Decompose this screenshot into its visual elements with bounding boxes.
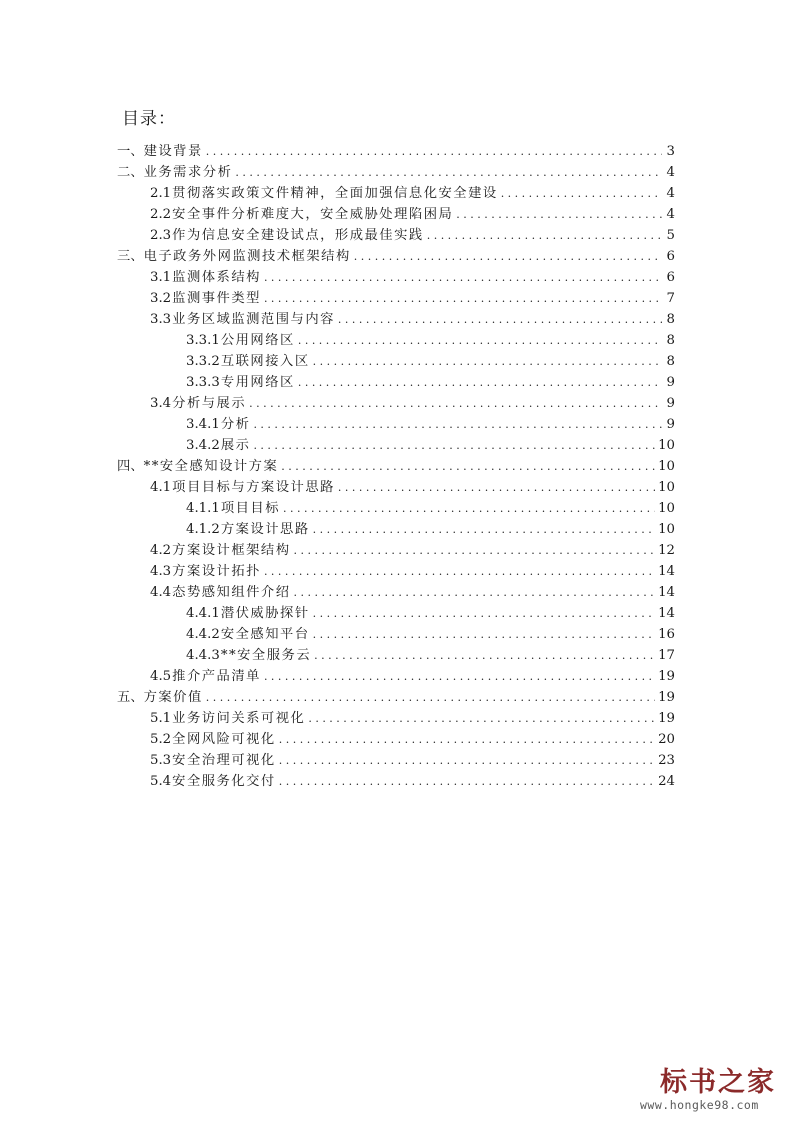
- toc-entry-number: 4.3: [150, 564, 172, 579]
- watermark-logo: [640, 1058, 790, 1118]
- toc-page-number: 10: [658, 480, 675, 495]
- toc-page-number: 14: [658, 564, 675, 579]
- toc-entry-number: 4.4: [150, 585, 172, 600]
- watermark-url: www.hongke98.com: [640, 1098, 759, 1112]
- toc-dot-leader: [354, 246, 662, 267]
- toc-entry[interactable]: [117, 603, 675, 624]
- toc-entry-number: 4.4.2: [186, 627, 220, 642]
- toc-entry-number: 3.4: [150, 396, 172, 411]
- toc-entry[interactable]: [117, 204, 675, 225]
- toc-dot-leader: [501, 183, 662, 204]
- toc-page-number: 6: [666, 249, 675, 264]
- toc-entry[interactable]: [117, 309, 675, 330]
- toc-dot-leader: [308, 708, 655, 729]
- toc-entry-title: 展示: [220, 438, 251, 453]
- toc-entry-number: 4.4.1: [186, 606, 220, 621]
- toc-page-number: 10: [658, 501, 675, 516]
- toc-entry-title: 安全服务化交付: [172, 774, 276, 789]
- toc-entry-title: 公用网络区: [220, 333, 295, 348]
- toc-page-number: 7: [666, 291, 675, 306]
- toc-entry-title: 方案设计拓扑: [172, 564, 261, 579]
- toc-dot-leader: [427, 225, 662, 246]
- toc-dot-leader: [313, 519, 655, 540]
- toc-entry-number: 3.4.2: [186, 438, 220, 453]
- toc-page-number: 5: [666, 228, 675, 243]
- toc-entry-number: 五、: [117, 690, 144, 705]
- toc-dot-leader: [313, 351, 662, 372]
- toc-page-number: 17: [658, 648, 675, 663]
- toc-dot-leader: [294, 582, 656, 603]
- toc-entry[interactable]: [117, 771, 675, 792]
- toc-dot-leader: [264, 561, 655, 582]
- toc-page-number: 14: [658, 585, 675, 600]
- toc-entry-number: 4.1.1: [186, 501, 220, 516]
- toc-dot-leader: [206, 141, 662, 162]
- toc-page-number: 9: [666, 396, 675, 411]
- toc-page-number: 20: [658, 732, 675, 747]
- toc-entry-number: 4.1.2: [186, 522, 220, 537]
- toc-entry-number: 5.1: [150, 711, 172, 726]
- toc-entry[interactable]: [117, 351, 675, 372]
- toc-dot-leader: [279, 729, 655, 750]
- toc-entry[interactable]: [117, 645, 675, 666]
- toc-entry[interactable]: [117, 330, 675, 351]
- toc-dot-leader: [249, 393, 662, 414]
- toc-entry-number: 3.1: [150, 270, 172, 285]
- toc-entry-title: 项目目标: [220, 501, 281, 516]
- toc-entry[interactable]: [117, 141, 675, 162]
- toc-dot-leader: [338, 477, 655, 498]
- toc-dot-leader: [338, 309, 662, 330]
- toc-dot-leader: [235, 162, 662, 183]
- toc-entry-number: 3.2: [150, 291, 172, 306]
- toc-dot-leader: [298, 372, 662, 393]
- table-of-contents: [117, 141, 675, 792]
- toc-dot-leader: [206, 687, 655, 708]
- toc-entry-title: 推介产品清单: [172, 669, 261, 684]
- toc-entry-title: 方案设计思路: [220, 522, 310, 537]
- toc-entry[interactable]: [117, 288, 675, 309]
- toc-dot-leader: [253, 435, 655, 456]
- toc-dot-leader: [283, 498, 655, 519]
- toc-dot-leader: [253, 414, 662, 435]
- toc-dot-leader: [279, 771, 655, 792]
- toc-entry[interactable]: [117, 624, 675, 645]
- toc-entry-number: 3.4.1: [186, 417, 220, 432]
- toc-entry[interactable]: [117, 687, 675, 708]
- toc-dot-leader: [279, 750, 655, 771]
- toc-page-number: 3: [666, 144, 675, 159]
- toc-entry-title: 业务需求分析: [143, 165, 233, 180]
- toc-entry-title: 方案价值: [143, 690, 203, 705]
- toc-entry-title: 态势感知组件介绍: [172, 585, 291, 600]
- toc-page-number: 14: [658, 606, 675, 621]
- toc-entry-number: 3.3: [150, 312, 172, 327]
- toc-entry-title: 业务访问关系可视化: [172, 711, 306, 726]
- toc-entry[interactable]: [117, 750, 675, 771]
- toc-dot-leader: [264, 288, 662, 309]
- toc-page-number: 8: [666, 312, 675, 327]
- toc-entry-number: 3.3.2: [186, 354, 220, 369]
- toc-page-number: 10: [658, 459, 675, 474]
- toc-entry[interactable]: [117, 162, 675, 183]
- toc-dot-leader: [314, 645, 655, 666]
- toc-entry-number: 四、: [117, 459, 144, 474]
- toc-entry-title: 互联网接入区: [220, 354, 310, 369]
- toc-entry-number: 2.3: [150, 228, 172, 243]
- toc-entry-number: 5.4: [150, 774, 172, 789]
- toc-page-number: 8: [666, 354, 675, 369]
- toc-title: 目录：: [122, 109, 176, 129]
- toc-entry[interactable]: [117, 414, 675, 435]
- toc-entry-number: 4.1: [150, 480, 172, 495]
- toc-dot-leader: [456, 204, 662, 225]
- toc-entry-number: 5.3: [150, 753, 172, 768]
- toc-page-number: 10: [658, 438, 675, 453]
- toc-dot-leader: [264, 666, 655, 687]
- toc-entry-number: 5.2: [150, 732, 172, 747]
- toc-entry[interactable]: [117, 456, 675, 477]
- toc-entry-title: 安全事件分析难度大，安全威胁处理陷困局: [172, 207, 454, 222]
- toc-entry-title: 监测体系结构: [172, 270, 261, 285]
- toc-page-number: 19: [658, 690, 675, 705]
- watermark-title: 标书之家: [660, 1067, 776, 1098]
- toc-entry-number: 3.3.1: [186, 333, 220, 348]
- toc-entry[interactable]: [117, 498, 675, 519]
- toc-entry-number: 一、: [117, 144, 144, 159]
- toc-entry-title: 方案设计框架结构: [172, 543, 291, 558]
- toc-entry-number: 4.4.3: [186, 648, 220, 663]
- toc-entry-number: 4.5: [150, 669, 172, 684]
- toc-page-number: 9: [666, 375, 675, 390]
- toc-page-number: 4: [666, 207, 675, 222]
- toc-page-number: 16: [658, 627, 675, 642]
- toc-entry-title: 电子政务外网监测技术框架结构: [143, 249, 351, 264]
- toc-page-number: 19: [658, 669, 675, 684]
- toc-dot-leader: [294, 540, 656, 561]
- toc-page-number: 24: [658, 774, 675, 789]
- toc-page-number: 10: [658, 522, 675, 537]
- toc-entry[interactable]: [117, 477, 675, 498]
- toc-entry-title: 安全治理可视化: [172, 753, 276, 768]
- toc-entry-number: 2.1: [150, 186, 172, 201]
- toc-entry-title: 分析: [220, 417, 251, 432]
- toc-entry-number: 4.2: [150, 543, 172, 558]
- toc-entry-number: 三、: [117, 249, 144, 264]
- toc-entry-title: 潜伏威胁探针: [220, 606, 310, 621]
- toc-entry[interactable]: [117, 582, 675, 603]
- toc-page-number: 8: [666, 333, 675, 348]
- toc-entry[interactable]: [117, 372, 675, 393]
- toc-entry-title: **安全服务云: [220, 648, 312, 663]
- toc-dot-leader: [264, 267, 662, 288]
- toc-entry[interactable]: [117, 708, 675, 729]
- toc-entry[interactable]: [117, 435, 675, 456]
- toc-dot-leader: [298, 330, 662, 351]
- toc-entry[interactable]: [117, 246, 675, 267]
- toc-entry-title: 贯彻落实政策文件精神，全面加强信息化安全建设: [172, 186, 498, 201]
- toc-entry[interactable]: [117, 729, 675, 750]
- toc-entry[interactable]: [117, 519, 675, 540]
- toc-entry-title: **安全感知设计方案: [143, 459, 279, 474]
- toc-entry-title: 作为信息安全建设试点，形成最佳实践: [172, 228, 424, 243]
- toc-entry[interactable]: [117, 561, 675, 582]
- toc-entry-title: 建设背景: [143, 144, 203, 159]
- toc-entry[interactable]: [117, 540, 675, 561]
- toc-page-number: 19: [658, 711, 675, 726]
- toc-entry-title: 监测事件类型: [172, 291, 261, 306]
- toc-entry[interactable]: [117, 267, 675, 288]
- toc-dot-leader: [313, 624, 655, 645]
- toc-dot-leader: [281, 456, 655, 477]
- toc-entry-title: 专用网络区: [220, 375, 295, 390]
- toc-entry-number: 2.2: [150, 207, 172, 222]
- toc-entry[interactable]: [117, 393, 675, 414]
- toc-entry[interactable]: [117, 666, 675, 687]
- toc-page-number: 23: [658, 753, 675, 768]
- toc-entry-title: 全网风险可视化: [172, 732, 276, 747]
- toc-page-number: 12: [658, 543, 675, 558]
- toc-page-number: 9: [666, 417, 675, 432]
- toc-entry-title: 分析与展示: [172, 396, 247, 411]
- toc-entry-title: 业务区域监测范围与内容: [172, 312, 335, 327]
- toc-entry-number: 3.3.3: [186, 375, 220, 390]
- toc-dot-leader: [313, 603, 655, 624]
- toc-page-number: 6: [666, 270, 675, 285]
- toc-page-number: 4: [666, 186, 675, 201]
- toc-entry[interactable]: [117, 225, 675, 246]
- toc-entry-number: 二、: [117, 165, 144, 180]
- toc-page-number: 4: [666, 165, 675, 180]
- toc-entry[interactable]: [117, 183, 675, 204]
- toc-entry-title: 项目目标与方案设计思路: [172, 480, 335, 495]
- toc-entry-title: 安全感知平台: [220, 627, 310, 642]
